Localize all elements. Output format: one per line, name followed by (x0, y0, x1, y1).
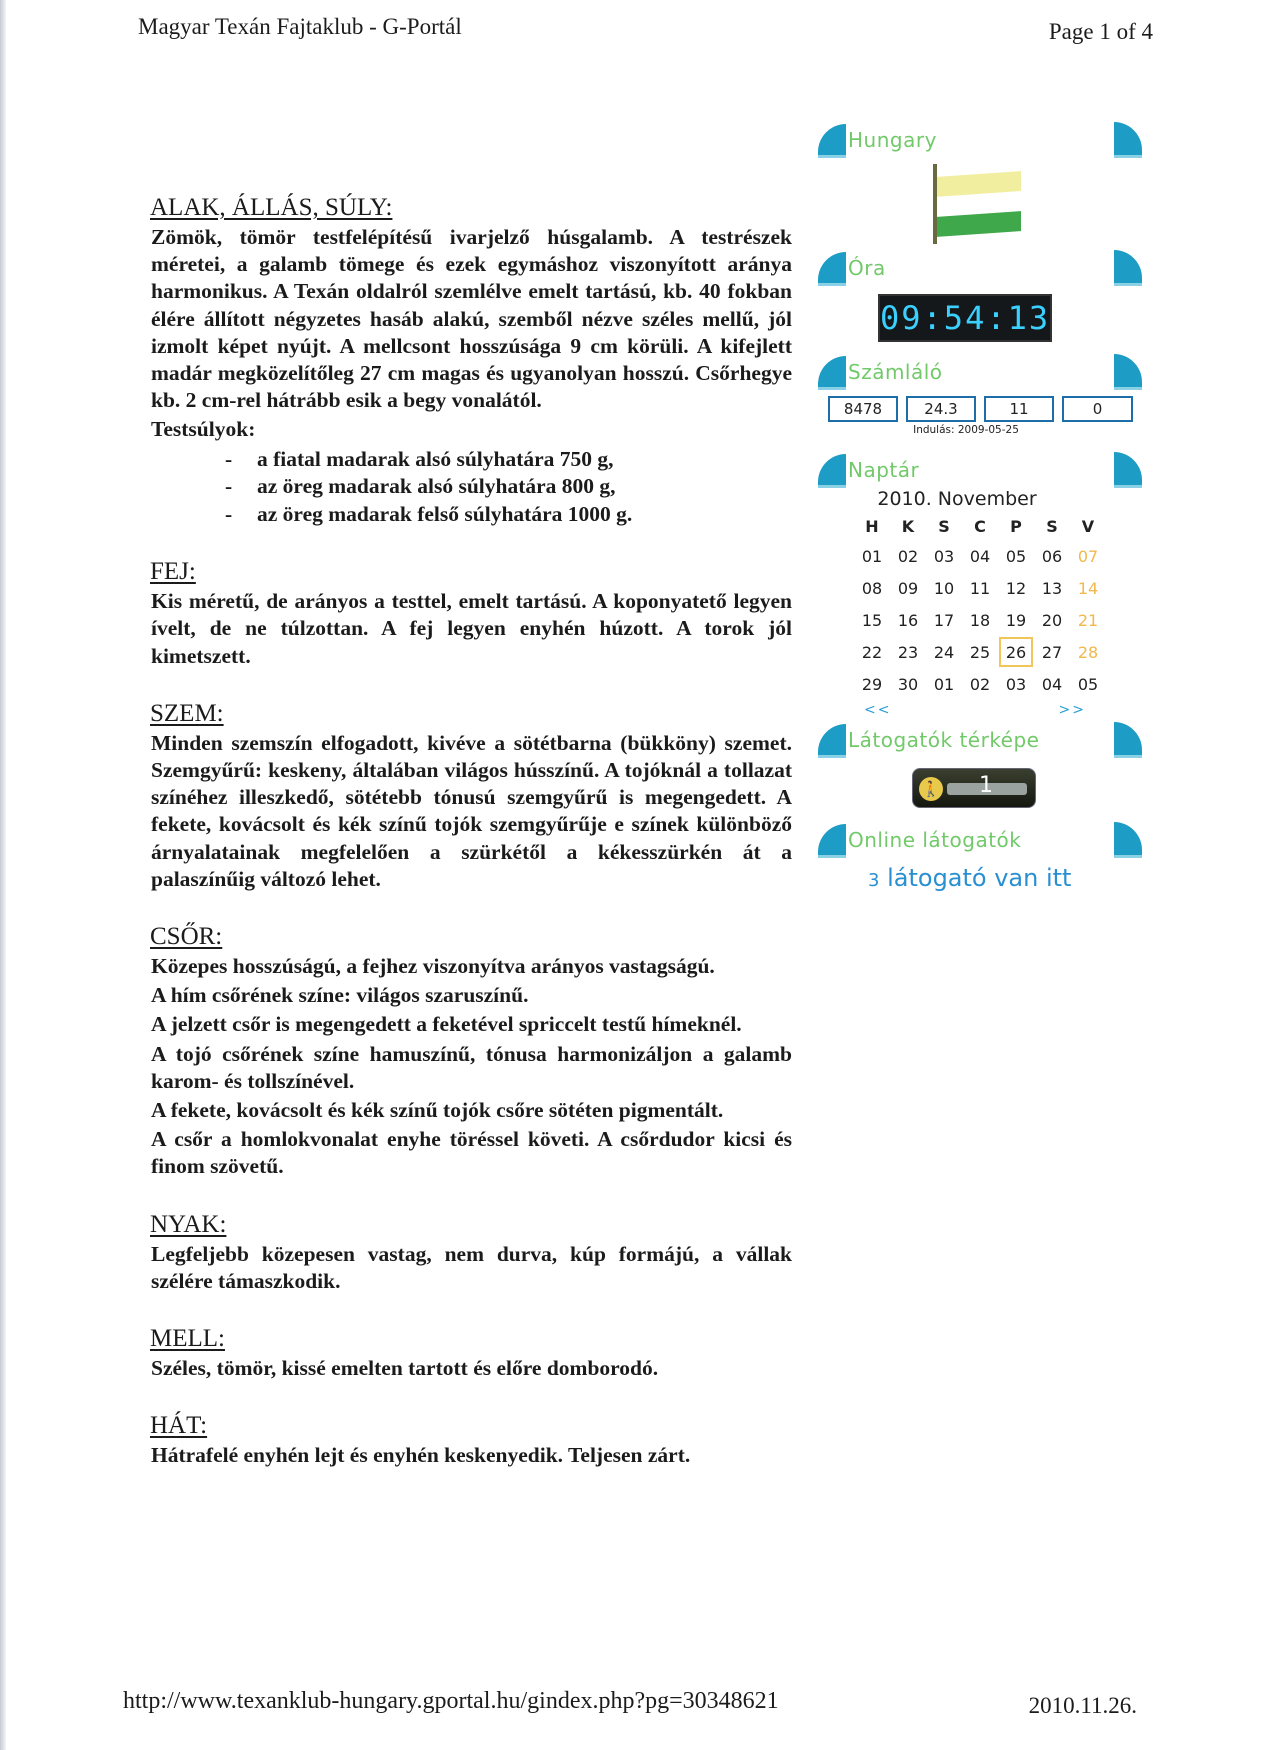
article-section (140, 558, 792, 670)
calendar-day[interactable]: 13 (1041, 578, 1063, 598)
calendar-day[interactable]: 24 (933, 642, 955, 662)
calendar-day[interactable]: 12 (1005, 578, 1027, 598)
calendar-day[interactable]: 04 (969, 546, 991, 566)
clock-widget (816, 292, 1146, 350)
weight-list-text: az öreg madarak alsó súlyhatára 800 g, (257, 474, 616, 499)
box-label: Óra (848, 256, 886, 280)
calendar-day[interactable]: 03 (1005, 674, 1027, 694)
calendar-day[interactable]: 06 (1041, 546, 1063, 566)
section-heading: FEJ: (150, 558, 196, 586)
list-dash: - (225, 446, 233, 471)
calendar-weekday: K (901, 516, 915, 536)
section-heading: ALAK, ÁLLÁS, SÚLY: (150, 194, 393, 221)
box-title-calendar (816, 448, 1146, 488)
counter-today: 11 (984, 396, 1054, 422)
calendar-day[interactable]: 18 (969, 610, 991, 630)
section-paragraph: Kis méretű, de arányos a testtel, emelt tartású. A koponyatető legyen ívelt, de ne túlzottan. A fej legyen enyhén húzott. A torok jól kimetszett. (151, 589, 792, 668)
section-paragraph: A hím csőrének színe: világos szaruszínű. (151, 983, 529, 1008)
counter-widget (816, 396, 1146, 448)
calendar-day[interactable]: 01 (861, 546, 883, 566)
counter-online: 0 (1062, 396, 1133, 422)
calendar-week (854, 636, 1106, 668)
section-paragraph: Testsúlyok: (151, 417, 256, 442)
box-tab-left-icon (818, 824, 846, 858)
calendar-day[interactable]: 14 (1077, 578, 1099, 598)
calendar-day[interactable]: 27 (1041, 642, 1063, 662)
calendar-weekday: P (1010, 516, 1022, 536)
calendar-day[interactable]: 02 (897, 546, 919, 566)
section-paragraph: A tojó csőrének színe hamuszínű, tónusa harmonizáljon a galamb karom- és tollszínével. (151, 1041, 792, 1093)
page-url: http://www.texanklub-hungary.gportal.hu/gindex.php?pg=30348621 (123, 1688, 779, 1714)
box-title-online (816, 818, 1146, 858)
calendar-weekday: C (974, 516, 986, 536)
calendar-widget (816, 488, 1146, 718)
box-title-hungary (816, 118, 1146, 158)
calendar-next-link[interactable]: >> (1058, 702, 1086, 718)
box-tab-right-icon (1114, 354, 1142, 390)
article (140, 194, 792, 1499)
page-info: Page 1 of 4 (1048, 19, 1153, 44)
section-paragraph: A fekete, kovácsolt és kék színű tojók csőre sötéten pigmentált. (151, 1097, 724, 1122)
article-section (140, 700, 792, 893)
calendar-table (854, 512, 1106, 700)
counter-row (828, 396, 1146, 422)
box-tab-right-icon (1114, 452, 1142, 488)
sidebar (816, 118, 1146, 892)
flag-widget (816, 160, 1146, 246)
weight-list-text: a fiatal madarak alsó súlyhatára 750 g, (257, 446, 614, 471)
box-tab-right-icon (1114, 122, 1142, 158)
box-label: Online látogatók (848, 828, 1022, 852)
calendar-day[interactable]: 15 (861, 610, 883, 630)
calendar-day[interactable]: 29 (861, 674, 883, 694)
calendar-prev-link[interactable]: << (864, 702, 892, 718)
calendar-day[interactable]: 04 (1041, 674, 1063, 694)
calendar-weekday: H (865, 516, 879, 536)
calendar-day[interactable]: 07 (1077, 546, 1099, 566)
section-heading: MELL: (150, 1324, 225, 1352)
box-tab-left-icon (818, 252, 846, 286)
section-paragraph: Széles, tömör, kissé emelten tartott és előre domborodó. (151, 1355, 659, 1380)
calendar-day[interactable]: 25 (969, 642, 991, 662)
box-tab-left-icon (818, 124, 846, 158)
box-label: Naptár (848, 458, 920, 482)
article-section (140, 923, 792, 1181)
digital-clock: 09:54:13 (878, 294, 1052, 342)
calendar-day[interactable]: 11 (969, 578, 991, 598)
counter-since: Indulás: 2009-05-25 (913, 424, 1019, 436)
counter-average: 24.3 (906, 396, 976, 422)
box-title-counter (816, 350, 1146, 390)
section-paragraph: Legfeljebb közepesen vastag, nem durva, kúp formájú, a vállak szélére támaszkodik. (151, 1241, 792, 1293)
section-paragraph: Minden szemszín elfogadott, kivéve a sötétbarna (bükköny) szemet. Szemgyűrű: keskeny, általában világos hússzínű. A tojóknál a tollazat színéhez illeszkedő, sötétebb tónusú szemgyűrű is megengedett. A fekete, kovácsolt és kék színű tojók szemgyűrűje e színek különböző árnyalatainak megfelelően a szürkétől a kékesszürkén át a palaszínűig változó lehet. (151, 730, 792, 891)
calendar-week (854, 668, 1106, 700)
box-tab-left-icon (818, 724, 846, 758)
box-tab-right-icon (1114, 822, 1142, 858)
online-visitors (868, 864, 1146, 892)
calendar-day[interactable]: 09 (897, 578, 919, 598)
online-text: látogató van itt (887, 864, 1072, 892)
calendar-day[interactable]: 20 (1041, 610, 1063, 630)
online-count: 3 (868, 870, 880, 891)
walker-icon: 🚶 (919, 777, 943, 801)
section-paragraph: Hátrafelé enyhén lejt és enyhén keskenyedik. Teljesen zárt. (151, 1443, 691, 1468)
section-paragraph: A jelzett csőr is megengedett a feketével spriccelt testű hímeknél. (151, 1012, 742, 1037)
calendar-day[interactable]: 10 (933, 578, 955, 598)
weight-list-item (140, 473, 792, 501)
calendar-day[interactable]: 21 (1077, 610, 1099, 630)
section-paragraph: Közepes hosszúságú, a fejhez viszonyítva arányos vastagságú. (151, 953, 715, 978)
section-heading: NYAK: (150, 1210, 227, 1238)
box-tab-left-icon (818, 356, 846, 390)
calendar-day[interactable]: 02 (969, 674, 991, 694)
calendar-day[interactable]: 05 (1005, 546, 1027, 566)
box-label: Számláló (848, 360, 943, 384)
calendar-day[interactable]: 03 (933, 546, 955, 566)
list-dash: - (225, 501, 233, 526)
section-heading: SZEM: (150, 699, 224, 727)
article-section (140, 1325, 792, 1382)
calendar-day[interactable]: 08 (861, 578, 883, 598)
calendar-day[interactable]: 17 (933, 610, 955, 630)
visitor-map-button[interactable] (912, 768, 1036, 808)
visitor-map-widget (816, 764, 1146, 818)
weight-list-item (140, 446, 792, 474)
box-title-clock (816, 246, 1146, 286)
weight-list-text: az öreg madarak felső súlyhatára 1000 g. (257, 501, 633, 526)
list-dash: - (225, 474, 233, 499)
box-label: Látogatók térképe (848, 728, 1040, 752)
print-date: 2010.11.26. (1028, 1693, 1137, 1718)
article-section (140, 1211, 792, 1295)
calendar-day[interactable]: 26 (998, 636, 1034, 668)
calendar-weekday: S (938, 516, 950, 536)
box-label: Hungary (848, 128, 937, 152)
calendar-day[interactable]: 22 (861, 642, 883, 662)
calendar-day[interactable]: 01 (933, 674, 955, 694)
calendar-week (854, 540, 1106, 572)
calendar-week (854, 572, 1106, 604)
section-heading: CSŐR: (150, 922, 223, 950)
section-paragraph: Zömök, tömör testfelépítésű ivarjelző húsgalamb. A testrészek méretei, a galamb tömege és ezek egymáshoz viszonyított aránya harmonikus. A Texán oldalról szemlélve emelt tartású, kb. 40 fokban élére állított négyzetes hasáb alakú, szemből nézve széles mellű, jól izmolt képet nyújt. A mellcsont hosszúsága 9 cm körüli. A kifejlett madár megközelítőleg 27 cm magas és ugyanolyan hosszú. Csőrhegye kb. 2 cm-rel hátrább esik a begy vonalától. (151, 225, 792, 413)
weight-list (140, 446, 792, 529)
site-title: Magyar Texán Fajtaklub - G-Portál (138, 14, 462, 39)
calendar-month: 2010. November (877, 488, 1037, 510)
calendar-day[interactable]: 30 (897, 674, 919, 694)
hungary-flag-icon (937, 171, 1021, 237)
calendar-day[interactable]: 16 (897, 610, 919, 630)
visitor-map-count: 1 (979, 773, 993, 798)
scan-edge (0, 0, 6, 1750)
calendar-weekday: S (1046, 516, 1058, 536)
calendar-day[interactable]: 19 (1005, 610, 1027, 630)
box-tab-right-icon (1114, 722, 1142, 758)
box-tab-right-icon (1114, 250, 1142, 286)
box-tab-left-icon (818, 454, 846, 488)
calendar-nav (864, 702, 1086, 718)
counter-total: 8478 (828, 396, 898, 422)
section-paragraph: A csőr a homlokvonalat enyhe töréssel követi. A csőrdudor kicsi és finom szövetű. (151, 1127, 792, 1179)
weight-list-item (140, 501, 792, 529)
section-heading: HÁT: (150, 1412, 208, 1440)
calendar-weekday: V (1081, 516, 1095, 536)
article-section (140, 194, 792, 528)
box-title-visitor-map (816, 718, 1146, 758)
calendar-day[interactable]: 28 (1077, 642, 1099, 662)
calendar-header-row (854, 512, 1106, 540)
calendar-week (854, 604, 1106, 636)
article-section (140, 1412, 792, 1469)
calendar-day[interactable]: 23 (897, 642, 919, 662)
calendar-day[interactable]: 05 (1077, 674, 1099, 694)
